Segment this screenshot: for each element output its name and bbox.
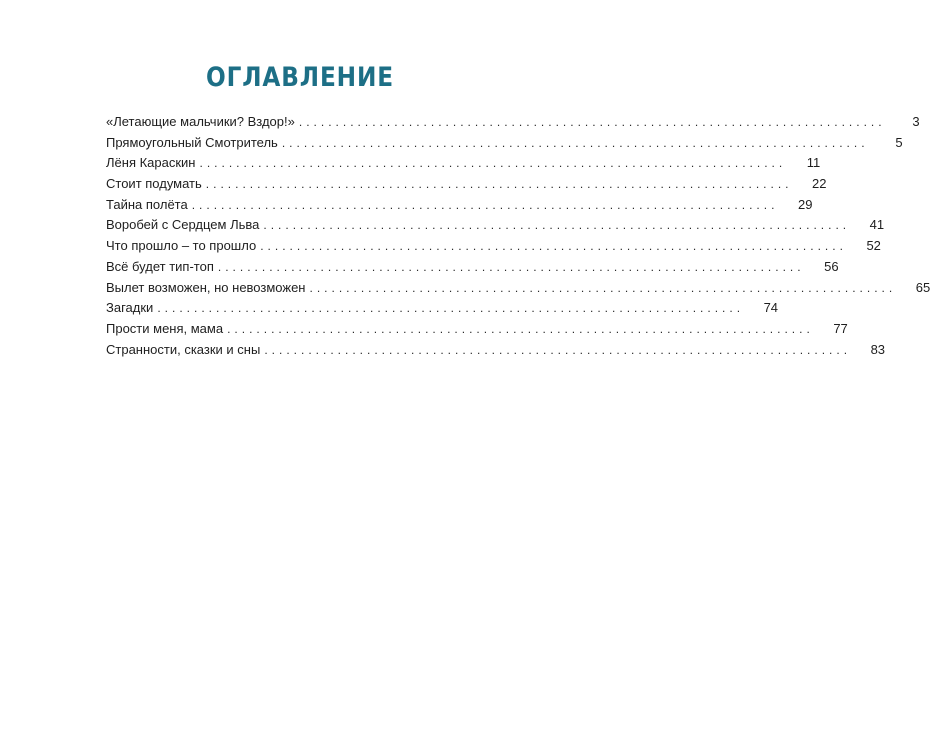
dot-leader: ................................................................................ [199, 156, 787, 171]
toc-entry-title: Вылет возможен, но невозможен [106, 279, 306, 295]
dot-leader: ................................................................................ [281, 135, 869, 150]
toc-entry-title: Тайна полёта [106, 196, 188, 212]
toc-page-number: 3 [912, 114, 920, 129]
dot-leader: ................................................................................ [309, 280, 897, 295]
toc-entry-title: «Летающие мальчики? Вздор!» [106, 114, 295, 129]
toc-entry-title: Всё будет тип-топ [106, 258, 214, 274]
toc-entry[interactable] [106, 319, 848, 340]
toc-entry[interactable] [106, 257, 839, 278]
toc-entry-title: Странности, сказки и сны [106, 341, 261, 357]
toc-page-number: 5 [895, 134, 903, 150]
dot-leader: ................................................................................ [298, 115, 886, 129]
dot-leader: ................................................................................ [227, 321, 814, 336]
toc-entry-title: Прости меня, мама [106, 320, 224, 336]
toc-entry[interactable] [106, 174, 827, 195]
dot-leader: ................................................................................ [260, 239, 847, 254]
toc-page-number: 52 [866, 238, 881, 254]
dot-leader: ................................................................................ [205, 177, 793, 192]
dot-leader: ................................................................................ [157, 301, 745, 316]
toc-entry-title: Стоит подумать [106, 176, 202, 192]
toc-entry[interactable] [106, 236, 881, 257]
toc-entry-title: Что прошло – то прошло [106, 238, 257, 254]
dot-leader: ................................................................................ [264, 342, 852, 357]
toc-entry[interactable] [106, 298, 779, 319]
toc-entry[interactable] [106, 215, 885, 236]
toc-page-number: 41 [869, 217, 885, 233]
toc-entry-title: Прямоугольный Смотритель [106, 134, 278, 150]
toc-entry[interactable] [106, 112, 920, 133]
toc-page-number: 11 [806, 155, 821, 171]
toc-page-number: 65 [915, 279, 930, 295]
toc-entry-title: Лёня Караскин [106, 155, 196, 171]
toc-entry[interactable] [106, 340, 886, 361]
toc-page-number: 83 [870, 341, 886, 357]
toc-page-number: 22 [812, 176, 827, 192]
dot-leader: ................................................................................ [191, 197, 779, 212]
toc-page-number: 56 [824, 258, 839, 274]
toc-entry[interactable] [106, 195, 813, 216]
toc-page-number: 77 [833, 320, 848, 336]
toc-entry[interactable] [106, 153, 821, 174]
toc-page-number: 74 [763, 300, 779, 316]
page-title: ОГЛАВЛЕНИЕ [206, 62, 394, 93]
dot-leader: ................................................................................ [263, 218, 851, 233]
toc-entry[interactable] [106, 278, 930, 299]
toc-entry-title: Загадки [106, 300, 154, 316]
toc-entry-title: Воробей с Сердцем Льва [106, 217, 260, 233]
toc-entry[interactable] [106, 133, 903, 154]
dot-leader: ................................................................................ [217, 259, 805, 274]
toc-page-number: 29 [797, 196, 813, 212]
table-of-contents [106, 112, 930, 360]
